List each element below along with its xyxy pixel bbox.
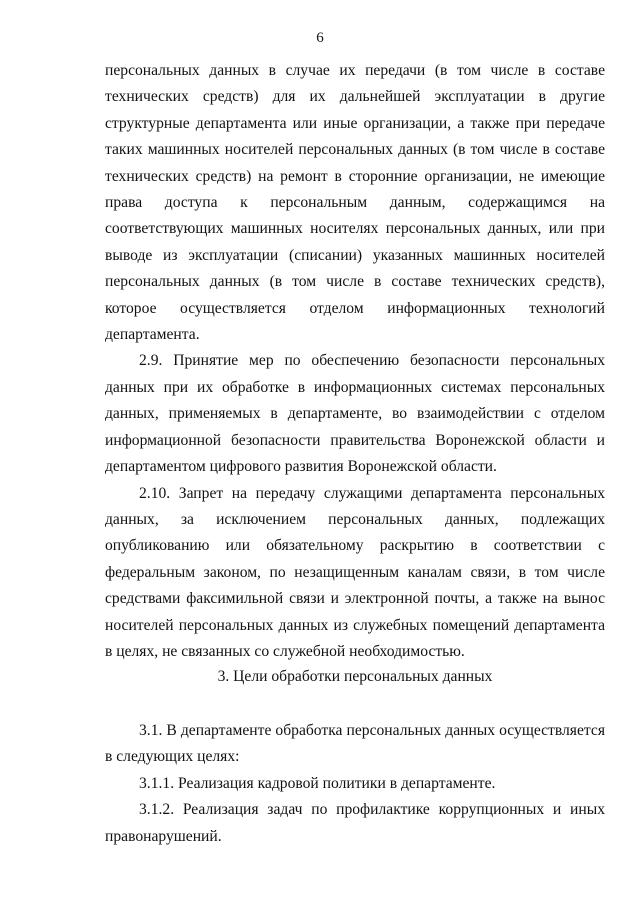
paragraph-continuation: персональных данных в случае их передачи (в том числе в составе технических средств) для их дальнейшей эксплуатации в другие структурные департамента или иные организации, а также при передаче таких машинных носителей персональных данных (в том числе в составе технических средств) на ремонт в сторонние организации, не имеющие права доступа к персональным данным, содержащимся на соответствующих машинных носителях персональных данных, или при выводе из эксплуатации (списании) указанных машинных носителей персональных данных (в том числе в составе технических средств), которое осуществляется отделом информационных технологий департамента. <box>105 62 605 344</box>
paragraph-3-1-2: 3.1.2. Реализация задач по профилактике коррупционных и иных правонарушений. <box>105 801 605 845</box>
paragraph-3-1-1: 3.1.1. Реализация кадровой политики в департаменте. <box>139 774 496 792</box>
section-body <box>105 718 605 850</box>
page-number: 6 <box>316 30 324 46</box>
paragraph-3-1: 3.1. В департаменте обработка персональных данных осуществляется в следующих целях: <box>105 722 605 766</box>
body-text-block <box>105 58 605 665</box>
paragraph-2-9: 2.9. Принятие мер по обеспечению безопасности персональных данных при их обработке в информационных системах персональных данных, применяемых в департаменте, во взаимодействии с отделом информационной безопасности правительства Воронежской области и департаментом цифрового развития Воронежской области. <box>105 352 605 476</box>
paragraph-2-10: 2.10. Запрет на передачу служащими департамента персональных данных, за исключением персональных данных, подлежащих опубликованию или обязательному раскрытию в соответствии с федеральным законом, по незащищенным каналам связи, в том числе средствами факсимильной связи и электронной почты, а также на вынос носителей персональных данных из служебных помещений департамента в целях, не связанных со служебной необходимостью. <box>105 484 605 660</box>
section-heading: 3. Цели обработки персональных данных <box>217 668 493 685</box>
